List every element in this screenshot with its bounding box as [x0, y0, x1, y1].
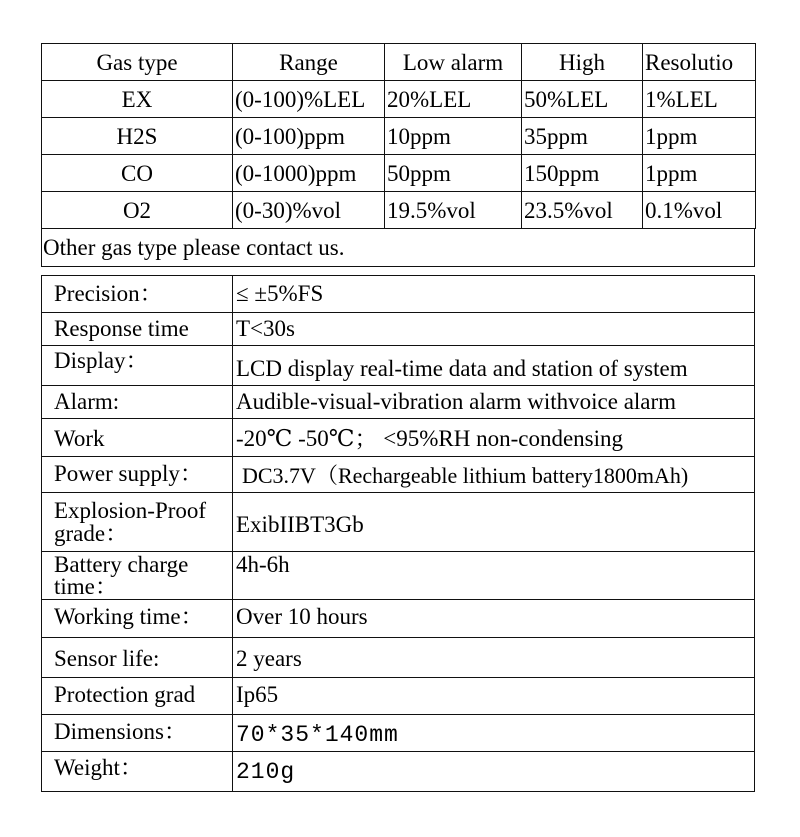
spec-sheet	[41, 43, 755, 785]
header-high: High	[522, 44, 643, 81]
low-alarm-cell: 19.5%vol	[385, 192, 522, 229]
low-alarm-cell: 20%LEL	[385, 81, 522, 118]
contact-note: Other gas type please contact us.	[41, 229, 755, 267]
table-row	[42, 192, 756, 229]
header-range: Range	[233, 44, 385, 81]
spec-row-working-time	[41, 600, 755, 638]
resolution-cell: 1%LEL	[643, 81, 756, 118]
header-resolution: Resolutio	[643, 44, 756, 81]
spec-label: Protection grad	[42, 678, 233, 714]
spec-row-alarm	[41, 386, 755, 419]
spec-label: Precision：	[42, 276, 233, 312]
spec-label: Response time	[42, 313, 233, 345]
gas-type-cell: CO	[42, 155, 233, 192]
spec-value: LCD display real-time data and station of system	[236, 356, 688, 381]
high-cell: 50%LEL	[522, 81, 643, 118]
high-cell: 150ppm	[522, 155, 643, 192]
spec-value: 2 years	[236, 646, 302, 671]
resolution-cell: 0.1%vol	[643, 192, 756, 229]
header-low-alarm: Low alarm	[385, 44, 522, 81]
spec-row-sensor-life	[41, 638, 755, 678]
gas-table-header-row	[42, 44, 756, 81]
high-cell: 35ppm	[522, 118, 643, 155]
spec-label: Sensor life:	[42, 638, 233, 677]
resolution-cell: 1ppm	[643, 155, 756, 192]
spec-label: Display：	[42, 346, 233, 385]
low-alarm-cell: 50ppm	[385, 155, 522, 192]
spec-label: Work	[42, 419, 233, 456]
range-cell: (0-30)%vol	[233, 192, 385, 229]
gas-type-cell: H2S	[42, 118, 233, 155]
spec-value: Audible-visual-vibration alarm withvoice alarm	[236, 389, 677, 414]
spec-label: Working time：	[42, 600, 233, 637]
spec-list	[41, 275, 755, 792]
spec-row-power-supply	[41, 457, 755, 493]
range-cell: (0-100)ppm	[233, 118, 385, 155]
gas-table	[41, 43, 756, 229]
high-cell: 23.5%vol	[522, 192, 643, 229]
spec-value: Over 10 hours	[236, 604, 368, 629]
low-alarm-cell: 10ppm	[385, 118, 522, 155]
spec-row-work	[41, 419, 755, 457]
spec-value: 210g	[236, 759, 296, 785]
spec-label: Explosion-Proof grade：	[42, 493, 233, 551]
spec-row-weight	[41, 752, 755, 792]
spec-value: DC3.7V（Rechargeable lithium battery1800mAh)	[242, 463, 689, 488]
spec-value: 70*35*140mm	[236, 722, 399, 748]
table-row	[42, 155, 756, 192]
spec-row-explosion-proof	[41, 493, 755, 552]
spec-label: Power supply：	[42, 457, 233, 492]
spec-label: Weight：	[42, 752, 233, 791]
spec-value: 4h-6h	[236, 552, 290, 577]
resolution-cell: 1ppm	[643, 118, 756, 155]
spec-value: ≤ ±5%FS	[236, 281, 324, 306]
range-cell: (0-100)%LEL	[233, 81, 385, 118]
gas-type-cell: O2	[42, 192, 233, 229]
spec-row-dimensions	[41, 715, 755, 752]
spec-row-display	[41, 346, 755, 386]
spec-label: Battery charge time：	[42, 552, 233, 599]
spec-row-battery-charge	[41, 552, 755, 600]
gas-type-cell: EX	[42, 81, 233, 118]
spec-label: Dimensions：	[42, 715, 233, 751]
spec-label: Alarm:	[42, 386, 233, 418]
spec-row-response-time	[41, 313, 755, 346]
spec-value: -20℃ -50℃； <95%RH non-condensing	[236, 426, 624, 451]
range-cell: (0-1000)ppm	[233, 155, 385, 192]
spec-value: ExibIIBT3Gb	[236, 512, 364, 537]
spec-row-protection-grade	[41, 678, 755, 715]
spec-value: T<30s	[236, 316, 295, 341]
header-gas-type: Gas type	[42, 44, 233, 81]
table-row	[42, 118, 756, 155]
spec-row-precision	[41, 275, 755, 313]
spec-value: Ip65	[236, 682, 279, 707]
table-row	[42, 81, 756, 118]
